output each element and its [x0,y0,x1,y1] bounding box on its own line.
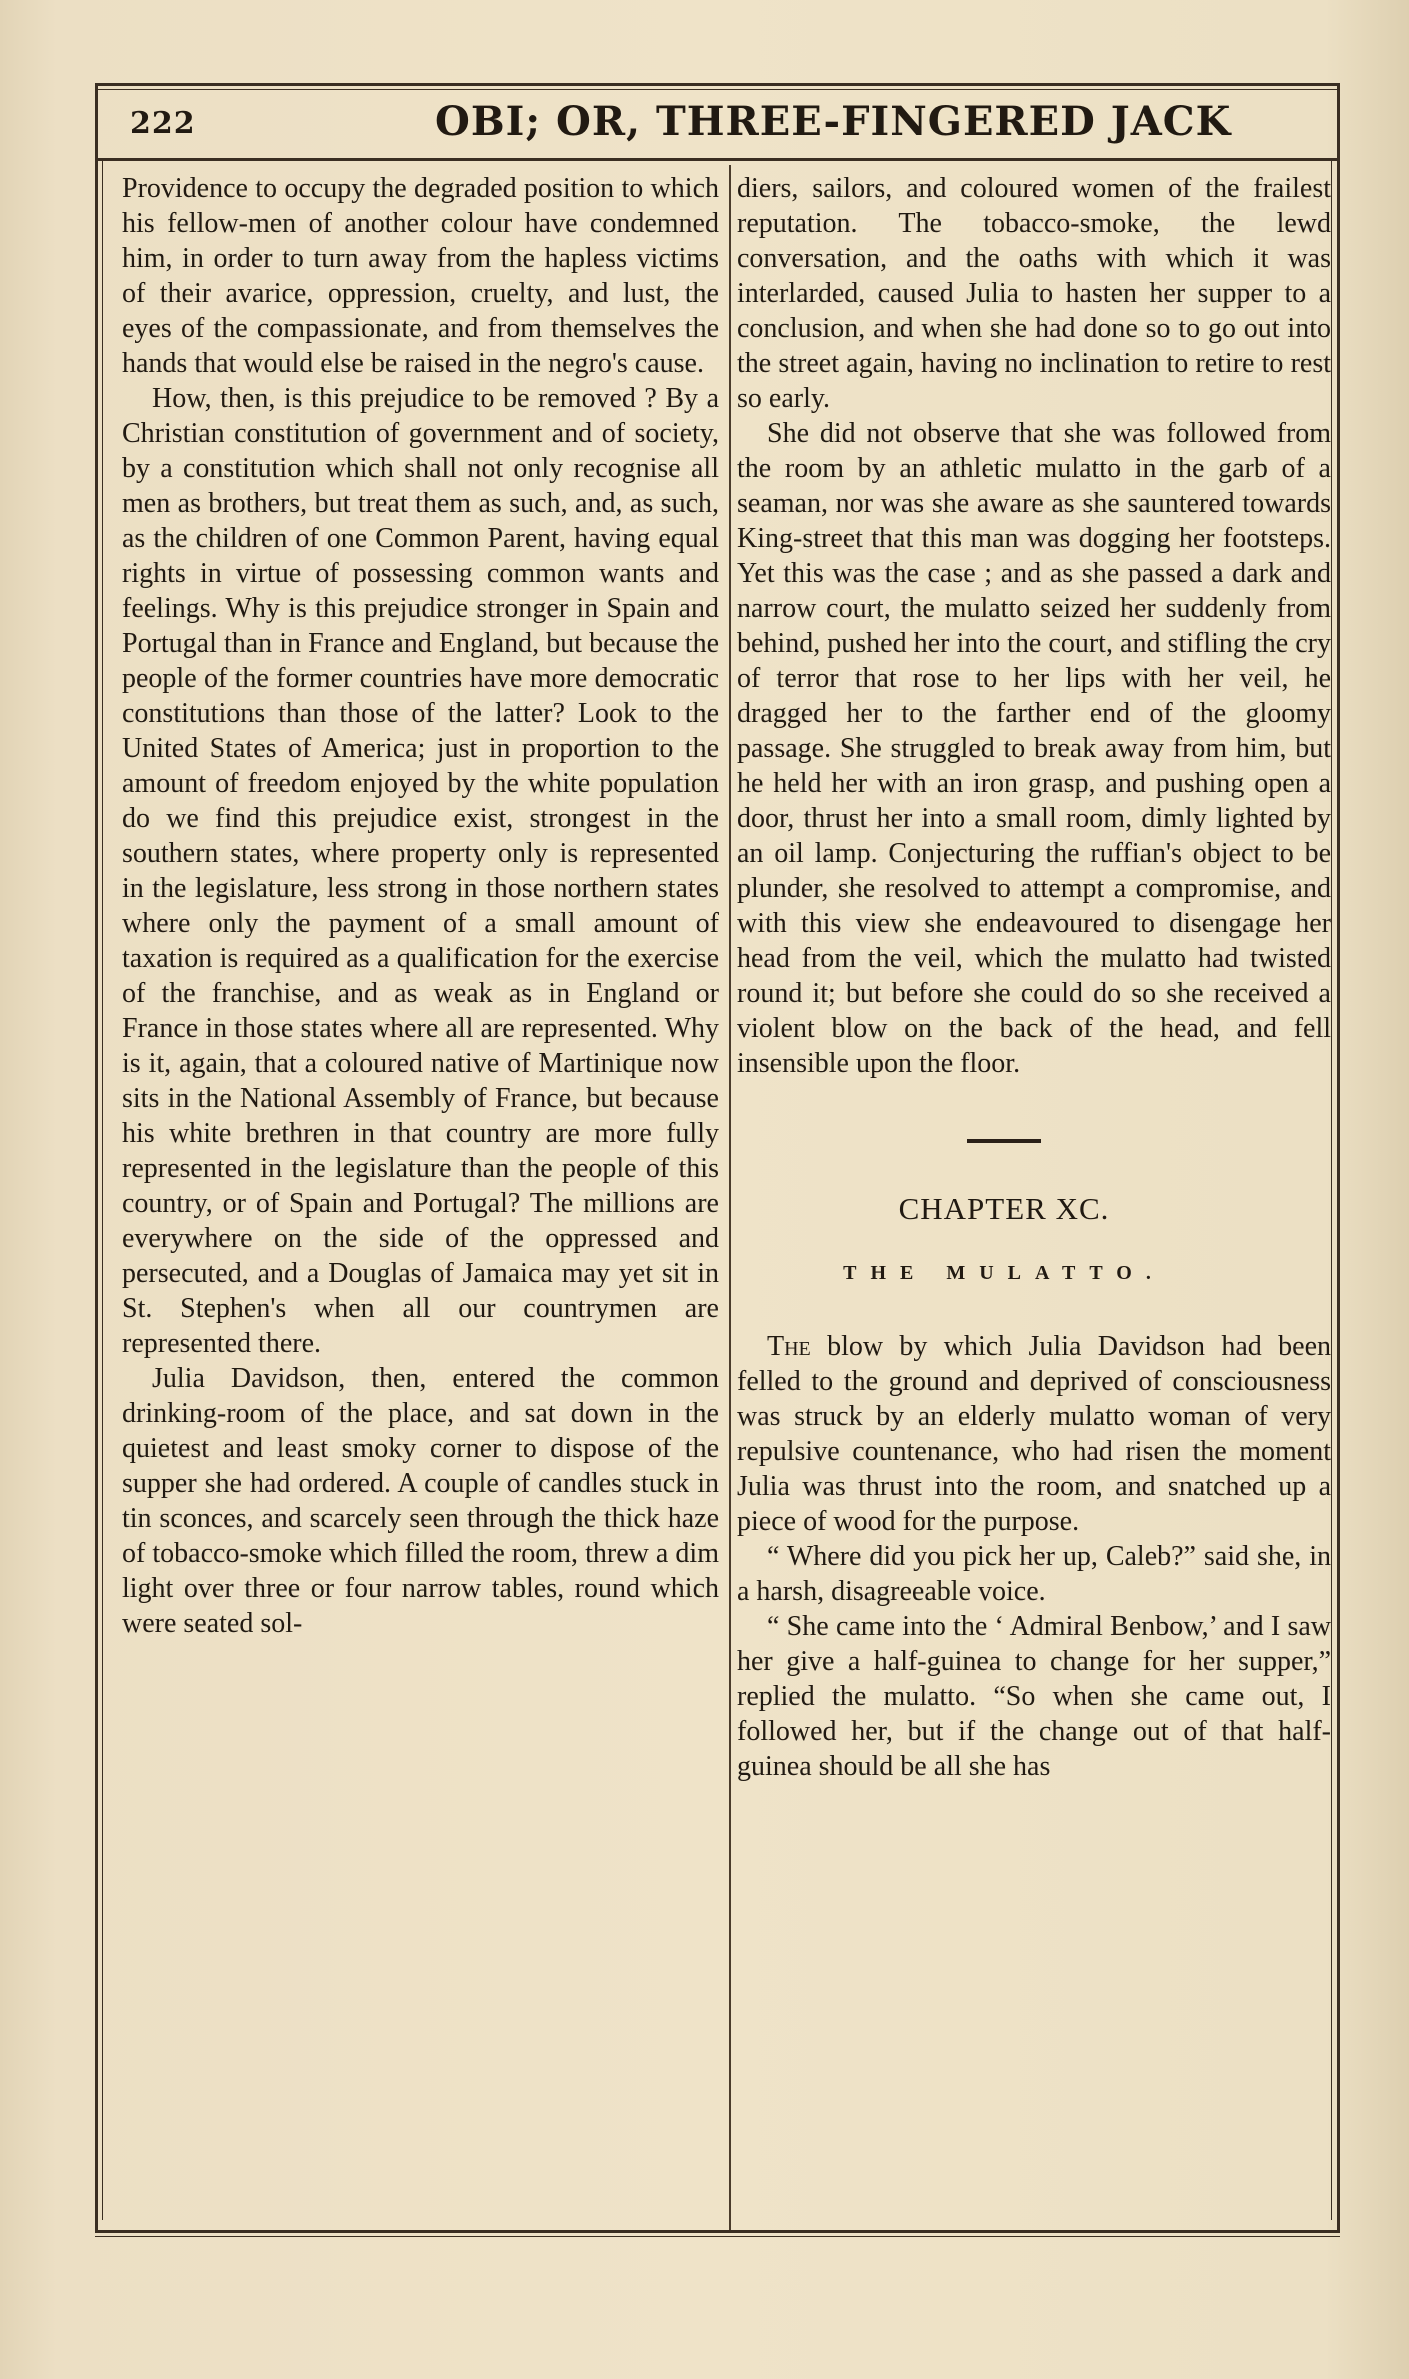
left-paragraph: Julia Davidson, then, entered the common drinking-room of the place, and sat down in the quietest and least smoky corner to dispose of the supper she had ordered. A couple of candles stuck in tin sconces, and scarcely seen through the thick haze of tobacco-smoke which filled the room, threw a dim light over three or four narrow tables, round which were seated sol- [122,1363,719,1639]
chapter-heading: CHAPTER XC. [898,1191,1110,1226]
bottom-border-rule-thin [95,2236,1340,2237]
chapter-body [737,1329,1331,1784]
chapter-paragraph-text: blow by which Julia Davidson had been felled to the ground and deprived of consciousness was struck by an elderly mulatto woman of very repulsive countenance, who had risen the moment Julia was thrust into the room, and snatched up a piece of wood for the purpose. [737,1331,1331,1537]
section-separator [967,1139,1041,1143]
bottom-border-rule [95,2230,1340,2233]
right-paragraph: diers, sailors, and coloured women of the frailest reputation. The tobacco-smoke, the lewd conversation, and the oaths with which it was interlarded, caused Julia to hasten her supper to a conclusion, and when she had done so to go out into the street again, having no inclination to retire to rest so early. [737,173,1331,414]
running-title: OBI; OR, THREE-FINGERED JACK [435,98,1232,145]
right-column [737,171,1331,1784]
page-number: 222 [130,106,196,141]
left-column [122,171,719,1641]
right-border-rule [1337,83,1340,2233]
header-rule [95,158,1340,161]
top-border-rule-thin [95,89,1340,90]
chapter-title: THE MULATTO. [843,1262,1165,1284]
chapter-paragraph: “ She came into the ‘ Admiral Benbow,’ and I saw her give a half-guinea to change for her supper,” replied the mulatto. “So when she came out, I followed her, but if the change out of that half-guinea should be all she has [737,1611,1331,1782]
chapter-paragraph [737,1329,1331,1539]
chapter-paragraph: “ Where did you pick her up, Caleb?” said she, in a harsh, disagreeable voice. [737,1541,1331,1607]
left-border-rule-inner [102,160,103,2220]
right-paragraph: She did not observe that she was followed from the room by an athletic mulatto in the garb of a seaman, nor was she aware as she sauntered towards King-street that this man was dogging her footsteps. Yet this was the case ; and as she passed a dark and narrow court, the mulatto seized her suddenly from behind, pushed her into the court, and stifling the cry of terror that rose to her lips with her veil, he dragged her to the farther end of the gloomy passage. She struggled to break away from him, but he held her with an iron grasp, and pushing open a door, thrust her into a small room, dimly lighted by an oil lamp. Conjecturing the ruffian's object to be plunder, she resolved to attempt a compromise, and with this view she endeavoured to disengage her head from the veil, which the mulatto had twisted round it; but before she could do so she received a violent blow on the back of the head, and fell insensible upon the floor. [737,418,1331,1079]
left-paragraph: How, then, is this prejudice to be removed ? By a Christian constitution of government and of society, by a constitution which shall not only recognise all men as brothers, but treat them as such, and, as such, as the children of one Common Parent, having equal rights in virtue of possessing common wants and feelings. Why is this prejudice stronger in Spain and Portugal than in France and England, but because the people of the former countries have more democratic constitutions than those of the latter? Look to the United States of America; just in proportion to the amount of freedom enjoyed by the white population do we find this prejudice exist, strongest in the southern states, where property only is represented in the legislature, less strong in those northern states where only the payment of a small amount of taxation is required as a qualification for the exercise of the franchise, and as weak as in England or France in those states where all are represented. Why is it, again, that a coloured native of Martinique now sits in the National Assembly of France, but because his white brethren in that country are more fully represented in the legislature than the people of this country, or of Spain and Portugal? The millions are everywhere on the side of the oppressed and persecuted, and a Douglas of Jamaica may yet sit in St. Stephen's when all our countrymen are represented there. [122,383,719,1359]
top-border-rule [95,83,1340,86]
left-border-rule [95,83,98,2233]
chapter-first-word: The [767,1331,811,1362]
left-paragraph: Providence to occupy the degraded position to which his fellow-men of another colour have condemned him, in order to turn away from the hapless victims of their avarice, oppression, cruelty, and lust, the eyes of the compassionate, and from themselves the hands that would else be raised in the negro's cause. [122,173,719,379]
page-header [95,92,1335,162]
right-border-rule-inner [1331,160,1332,2220]
